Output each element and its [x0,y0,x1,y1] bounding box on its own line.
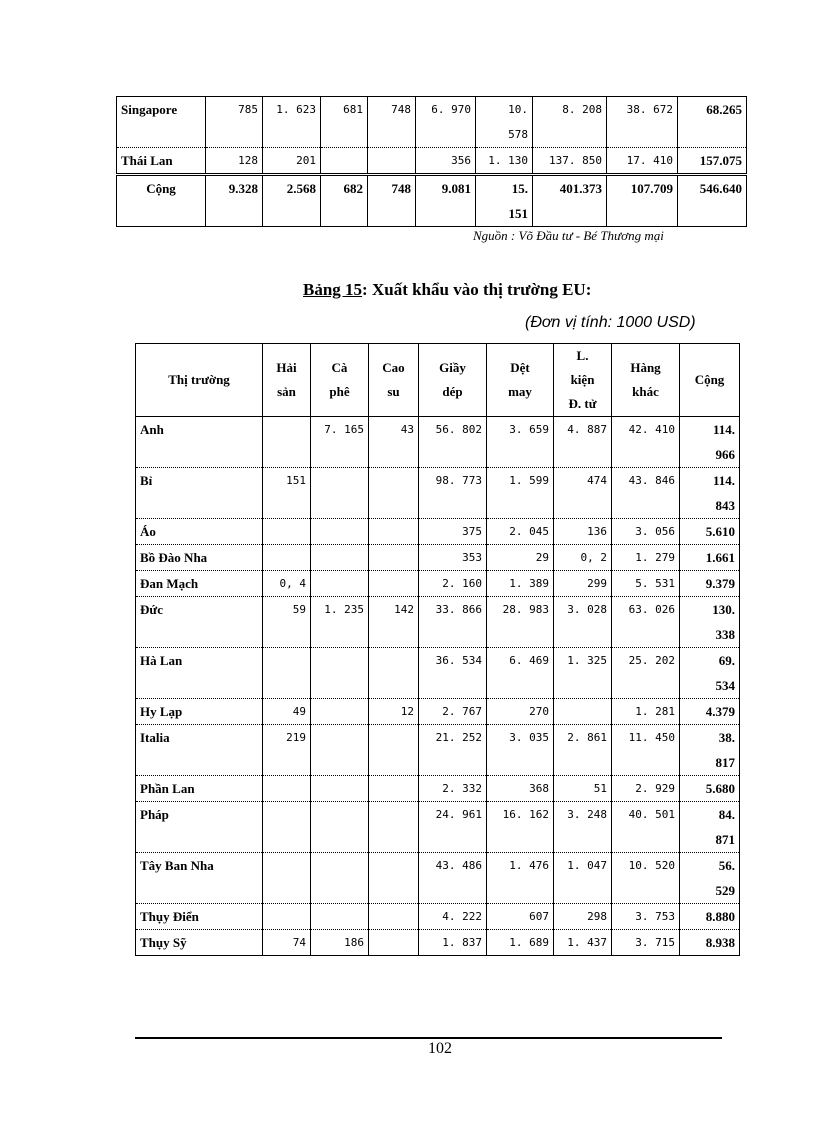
cell [263,545,311,571]
eu-export-table [135,343,740,956]
cell: 38. 672 [607,97,678,148]
table-row [136,802,740,853]
cell [311,904,369,930]
cell [311,725,369,776]
cell [263,904,311,930]
cell: 270 [487,699,554,725]
table-row [117,175,747,227]
cell: 2. 929 [612,776,680,802]
table-number: Bảng 15 [303,280,363,299]
row-total: 68.265 [678,97,747,148]
cell: 15. 151 [476,175,533,227]
row-total: 546.640 [678,175,747,227]
cell: 137. 850 [533,148,607,175]
cell [263,417,311,468]
cell: 1. 235 [311,597,369,648]
cell: 1. 689 [487,930,554,956]
cell: 356 [416,148,476,175]
cell: 1. 279 [612,545,680,571]
table-row [136,699,740,725]
table-row [136,571,740,597]
cell [554,699,612,725]
table-row [136,725,740,776]
cell: 43. 486 [419,853,487,904]
table-title [303,280,591,300]
cell: 21. 252 [419,725,487,776]
cell: 12 [369,699,419,725]
cell: 42. 410 [612,417,680,468]
market-name: Anh [136,417,263,468]
cell: 3. 028 [554,597,612,648]
cell [369,468,419,519]
cell: 401.373 [533,175,607,227]
table-title-text: : Xuất khẩu vào thị trường EU: [362,280,592,299]
market-name: Pháp [136,802,263,853]
market-name: Italia [136,725,263,776]
cell [263,648,311,699]
table-row [117,97,747,148]
cell: 607 [487,904,554,930]
column-header: Dệt may [487,344,554,417]
row-total: 8.880 [680,904,740,930]
cell [369,802,419,853]
cell: 51 [554,776,612,802]
cell [369,648,419,699]
row-total: 38. 817 [680,725,740,776]
table-row [136,904,740,930]
cell: 368 [487,776,554,802]
cell [369,904,419,930]
cell [263,802,311,853]
cell: 298 [554,904,612,930]
cell: 474 [554,468,612,519]
source-note: Nguồn : Võ Đầu tư - Bé Thương mại [473,228,664,243]
cell: 128 [206,148,263,175]
table-row [136,417,740,468]
cell: 1. 599 [487,468,554,519]
table-row [136,519,740,545]
cell: 40. 501 [612,802,680,853]
cell: 2. 160 [419,571,487,597]
cell: 43 [369,417,419,468]
cell: 1. 437 [554,930,612,956]
cell: 7. 165 [311,417,369,468]
cell [263,853,311,904]
column-header: L. kiện Đ. tử [554,344,612,417]
cell: 6. 970 [416,97,476,148]
cell [263,776,311,802]
column-header: Cà phê [311,344,369,417]
table-row [136,853,740,904]
cell: 107.709 [607,175,678,227]
cell [369,930,419,956]
cell: 2. 045 [487,519,554,545]
table-row [136,468,740,519]
cell: 1. 623 [263,97,321,148]
cell: 1. 281 [612,699,680,725]
cell: 1. 476 [487,853,554,904]
header-row [136,344,740,417]
cell: 3. 659 [487,417,554,468]
row-total: 157.075 [678,148,747,175]
column-header: Hải sản [263,344,311,417]
cell [369,853,419,904]
market-name: Bồ Đào Nha [136,545,263,571]
cell [321,148,368,175]
cell [311,519,369,545]
cell: 29 [487,545,554,571]
market-name: Phần Lan [136,776,263,802]
row-total: 8.938 [680,930,740,956]
cell: 3. 056 [612,519,680,545]
column-header: Cộng [680,344,740,417]
cell: 10. 578 [476,97,533,148]
cell [369,571,419,597]
market-name: Hà Lan [136,648,263,699]
cell: 299 [554,571,612,597]
cell: 681 [321,97,368,148]
page-number: 102 [428,1040,452,1057]
cell [311,648,369,699]
cell: 16. 162 [487,802,554,853]
market-name: Bỉ [136,468,263,519]
cell: 49 [263,699,311,725]
column-header: Giầy dép [419,344,487,417]
cell [311,468,369,519]
cell: 3. 715 [612,930,680,956]
column-header: Thị trường [136,344,263,417]
row-total: 69. 534 [680,648,740,699]
cell: 219 [263,725,311,776]
cell: 36. 534 [419,648,487,699]
cell: 74 [263,930,311,956]
cell: 3. 248 [554,802,612,853]
row-total: 130. 338 [680,597,740,648]
market-name: Áo [136,519,263,545]
table-row [136,648,740,699]
cell: 1. 047 [554,853,612,904]
cell: 353 [419,545,487,571]
cell [311,776,369,802]
cell: 1. 325 [554,648,612,699]
cell: 63. 026 [612,597,680,648]
cell: 3. 753 [612,904,680,930]
market-name: Đức [136,597,263,648]
cell: 0, 2 [554,545,612,571]
market-name: Thụy Điển [136,904,263,930]
cell [263,519,311,545]
cell: 1. 837 [419,930,487,956]
cell: 151 [263,468,311,519]
cell: 11. 450 [612,725,680,776]
cell [311,571,369,597]
cell: 2. 861 [554,725,612,776]
row-total: 114. 966 [680,417,740,468]
cell: 0, 4 [263,571,311,597]
continued-table [116,96,747,227]
cell: 56. 802 [419,417,487,468]
table-row [136,776,740,802]
cell: 2. 767 [419,699,487,725]
cell: 28. 983 [487,597,554,648]
footer-rule [135,1037,722,1039]
table-row [136,545,740,571]
row-label: Singapore [117,97,206,148]
row-total: 56. 529 [680,853,740,904]
cell: 1. 389 [487,571,554,597]
unit-note: (Đơn vị tính: 1000 USD) [525,314,696,331]
cell: 748 [368,175,416,227]
row-label: Thái Lan [117,148,206,175]
cell: 4. 887 [554,417,612,468]
cell: 2. 332 [419,776,487,802]
cell: 3. 035 [487,725,554,776]
row-total: 114. 843 [680,468,740,519]
cell: 8. 208 [533,97,607,148]
cell: 785 [206,97,263,148]
cell [369,519,419,545]
cell: 98. 773 [419,468,487,519]
cell: 1. 130 [476,148,533,175]
cell: 375 [419,519,487,545]
cell: 10. 520 [612,853,680,904]
row-total: 9.379 [680,571,740,597]
cell: 748 [368,97,416,148]
column-header: Cao su [369,344,419,417]
cell [369,776,419,802]
cell: 25. 202 [612,648,680,699]
cell: 142 [369,597,419,648]
cell: 9.328 [206,175,263,227]
row-total: 4.379 [680,699,740,725]
market-name: Tây Ban Nha [136,853,263,904]
row-total: 5.610 [680,519,740,545]
cell [311,699,369,725]
cell: 33. 866 [419,597,487,648]
cell: 2.568 [263,175,321,227]
cell [311,853,369,904]
cell: 43. 846 [612,468,680,519]
cell: 4. 222 [419,904,487,930]
cell: 24. 961 [419,802,487,853]
cell: 6. 469 [487,648,554,699]
table-row [117,148,747,175]
cell: 136 [554,519,612,545]
cell: 201 [263,148,321,175]
market-name: Hy Lạp [136,699,263,725]
cell: 17. 410 [607,148,678,175]
cell [311,802,369,853]
row-total: 84. 871 [680,802,740,853]
column-header: Hàng khác [612,344,680,417]
cell: 5. 531 [612,571,680,597]
cell [311,545,369,571]
table-row [136,930,740,956]
cell [369,545,419,571]
cell: 682 [321,175,368,227]
row-label: Cộng [117,175,206,227]
cell [369,725,419,776]
market-name: Đan Mạch [136,571,263,597]
row-total: 1.661 [680,545,740,571]
cell: 9.081 [416,175,476,227]
cell [368,148,416,175]
cell: 59 [263,597,311,648]
market-name: Thụy Sỹ [136,930,263,956]
table-row [136,597,740,648]
cell: 186 [311,930,369,956]
row-total: 5.680 [680,776,740,802]
